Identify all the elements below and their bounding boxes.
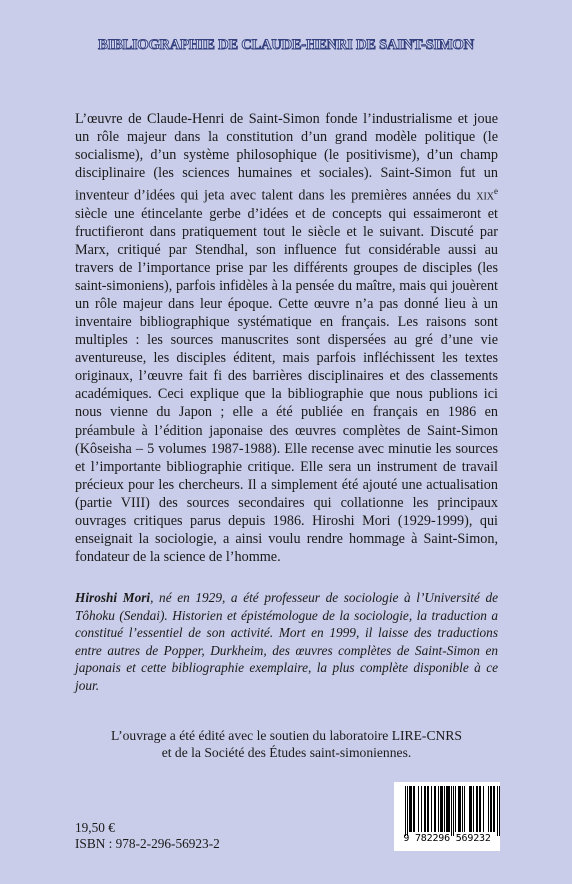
barcode-digits: 9 782296 569232: [403, 833, 491, 844]
barcode-bar: [409, 786, 410, 832]
barcode-bar: [451, 786, 452, 836]
barcode-bar: [455, 786, 456, 832]
author-bio-text: , né en 1929, a été professeur de sociologie à l’Université de Tôhoku (Sendai). Historien et épistémologue de la sociologie, la traduction a constitué l’essentiel de son activité. Mort en 1999, il laisse des traductions entre autres de Popper, Durkheim, des œuvres complètes de Saint-Simon en japonais et cette bibliographie exemplaire, la plus complète disponible à ce jour.: [75, 590, 498, 693]
barcode-bar: [497, 786, 498, 836]
barcode-bar: [490, 786, 491, 832]
barcode-bar: [411, 786, 412, 832]
barcode-bar: [479, 786, 480, 832]
barcode-bar: [453, 786, 454, 836]
barcode-bar: [459, 786, 460, 832]
barcode-bar: [424, 786, 425, 832]
book-description: [75, 110, 498, 566]
author-name: Hiroshi Mori: [75, 590, 151, 605]
barcode-bar: [444, 786, 445, 832]
author-biography: [75, 589, 498, 695]
barcode-bar: [477, 786, 478, 832]
barcode-bar: [491, 786, 492, 832]
support-line-1: L’ouvrage a été édité avec le soutien du laboratoire LIRE-CNRS: [111, 728, 462, 743]
barcode-bar: [414, 786, 415, 832]
barcode-bar: [462, 786, 463, 832]
barcode-bar: [413, 786, 414, 832]
isbn: ISBN : 978-2-296-56923-2: [75, 836, 220, 851]
barcode-bar: [470, 786, 471, 832]
barcode-bar: [469, 786, 470, 832]
book-title: BIBLIOGRAPHIE DE CLAUDE-HENRI DE SAINT-SIMON: [98, 37, 474, 53]
barcode-bar: [488, 786, 489, 832]
barcode-bar: [441, 786, 442, 832]
barcode-bar: [494, 786, 495, 832]
barcode-bar: [410, 786, 411, 832]
barcode-bar: [435, 786, 436, 832]
description-part-1: L’œuvre de Claude-Henri de Saint-Simon fonde l’industrialisme et joue un rôle majeur dans la constitution d’un grand modèle politique (le socialisme), d’un système philosophique (le positivisme), d’un champ disciplinaire (les sciences humaines et sociales). Saint-Simon fut un inventeur d’idées qui jeta avec talent dans les premières années du: [75, 111, 498, 204]
barcode-bar: [405, 786, 406, 836]
barcode-bar: [431, 786, 432, 832]
barcode-bar: [447, 786, 448, 832]
barcode-bar: [480, 786, 481, 832]
support-line-2: et de la Société des Études saint-simoniennes.: [161, 745, 412, 760]
barcode-bar: [448, 786, 449, 832]
barcode-bar: [460, 786, 461, 832]
barcode-bar: [442, 786, 443, 832]
barcode-bar: [458, 786, 459, 832]
barcode-bar: [499, 786, 500, 836]
century-superscript: e: [494, 186, 498, 197]
barcode-bar: [425, 786, 426, 832]
barcode-bar: [438, 786, 439, 832]
barcode-bar: [428, 786, 429, 832]
barcode: [394, 782, 500, 851]
barcode-bar: [464, 786, 465, 832]
century-numeral: xix: [476, 187, 494, 204]
barcode-bar: [440, 786, 441, 832]
barcode-bar: [434, 786, 435, 832]
barcode-bar: [471, 786, 472, 832]
barcode-bar: [446, 786, 447, 832]
description-part-2: siècle une étincelante gerbe d’idées et de concepts qui essaimeront et fructifieront dans pratiquement tout le siècle et le suivant. Discuté par Marx, critiqué par Stendhal, son influence fut considérable aussi au travers de l’importance prise par les différents groupes de disciples (les saint-simoniens), parfois infidèles à la pensée du maître, mais qui jouèrent un rôle majeur dans leur époque. Cette œuvre n’a pas donné lieu à un inventaire bibliographique systématique en français. Les raisons sont multiples : les sources manuscrites sont dispersées au gré d’une vie aventureuse, les disciples éditent, mais parfois infléchissent les textes originaux, l’œuvre fait fi des barrières disciplinaires et des classements académiques. Ceci explique que la bibliographie que nous publions ici nous vienne du Japon ; elle a été publiée en français en 1986 en préambule à l’édition japonaise des œuvres complètes de Saint-Simon (Kôseisha – 5 volumes 1987-1988). Elle recense avec minutie les sources et l’importante bibliographie critique. Elle sera un instrument de travail précieux pour les chercheurs. Il a simplement été ajouté une actualisation (partie VIII) des sources secondaires qui collationne les principaux ouvrages critiques parus depuis 1986. Hiroshi Mori (1929-1999), qui enseignait la sociologie, a ainsi voulu rendre hommage à Saint-Simon, fondateur de la science de l’homme.: [75, 205, 498, 565]
price: 19,50 €: [75, 820, 115, 835]
barcode-bar: [449, 786, 450, 832]
support-notice: [75, 727, 498, 761]
barcode-bar: [418, 786, 419, 832]
barcode-bar: [493, 786, 494, 832]
barcode-bar: [473, 786, 474, 832]
barcode-bar: [421, 786, 422, 832]
barcode-bar: [427, 786, 428, 832]
barcode-bar: [407, 786, 408, 836]
barcode-bar: [476, 786, 477, 832]
barcode-bar: [483, 786, 484, 832]
